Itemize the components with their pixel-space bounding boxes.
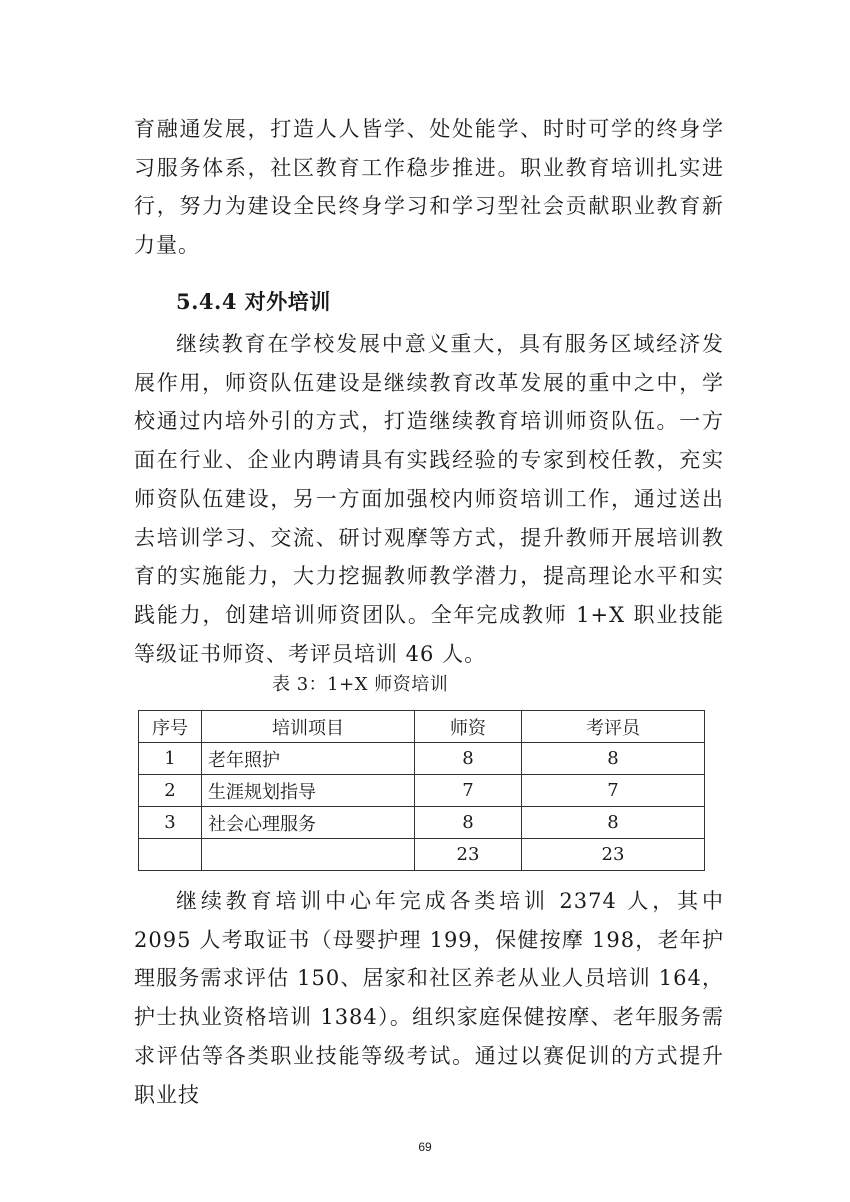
page-number: 69 xyxy=(418,1140,432,1154)
section-heading: 5.4.4 对外培训 xyxy=(176,289,331,314)
cell-examiners-total: 23 xyxy=(522,839,705,871)
cell-item xyxy=(202,839,415,871)
cell-examiners: 7 xyxy=(522,775,705,807)
cell-teachers: 8 xyxy=(415,807,522,839)
table-header-row xyxy=(139,711,705,743)
table-total-row xyxy=(139,839,705,871)
table-caption: 表 3：1+X 师资培训 xyxy=(272,674,449,695)
cell-item: 老年照护 xyxy=(202,743,415,775)
cell-teachers-total: 23 xyxy=(415,839,522,871)
cell-no: 3 xyxy=(139,807,202,839)
cell-examiners: 8 xyxy=(522,743,705,775)
header-no: 序号 xyxy=(139,711,202,743)
header-item: 培训项目 xyxy=(202,711,415,743)
table-row xyxy=(139,807,705,839)
table-row xyxy=(139,775,705,807)
cell-item: 社会心理服务 xyxy=(202,807,415,839)
paragraph-external-training: 继续教育在学校发展中意义重大，具有服务区域经济发展作用，师资队伍建设是继续教育改革发展的重中之中，学校通过内培外引的方式，打造继续教育培训师资队伍。一方面在行业、企业内聘请具有实践经验的专家到校任教，充实师资队伍建设，另一方面加强校内师资培训工作，通过送出去培训学习、交流、研讨观摩等方式，提升教师开展培训教育的实施能力，大力挖掘教师教学潜力，提高理论水平和实践能力，创建培训师资团队。全年完成教师 1+X 职业技能等级证书师资、考评员培训 46 人。 xyxy=(134,332,724,666)
header-teachers: 师资 xyxy=(415,711,522,743)
cell-teachers: 8 xyxy=(415,743,522,775)
cell-no: 2 xyxy=(139,775,202,807)
cell-teachers: 7 xyxy=(415,775,522,807)
cell-no xyxy=(139,839,202,871)
cell-item: 生涯规划指导 xyxy=(202,775,415,807)
header-examiners: 考评员 xyxy=(522,711,705,743)
paragraph-training-center: 继续教育培训中心年完成各类培训 2374 人，其中 2095 人考取证书（母婴护理 199，保健按摩 198，老年护理服务需求评估 150、居家和社区养老从业人员培训 164，护士执业资格培训 1384）。组织家庭保健按摩、老年服务需求评估等各类职业技能等级考试。通过以赛促训的方式提升职业技 xyxy=(134,889,724,1107)
table-row xyxy=(139,743,705,775)
training-table xyxy=(138,710,705,871)
paragraph-continuation: 育融通发展，打造人人皆学、处处能学、时时可学的终身学习服务体系，社区教育工作稳步推进。职业教育培训扎实进行，努力为建设全民终身学习和学习型社会贡献职业教育新力量。 xyxy=(134,117,724,258)
cell-no: 1 xyxy=(139,743,202,775)
cell-examiners: 8 xyxy=(522,807,705,839)
